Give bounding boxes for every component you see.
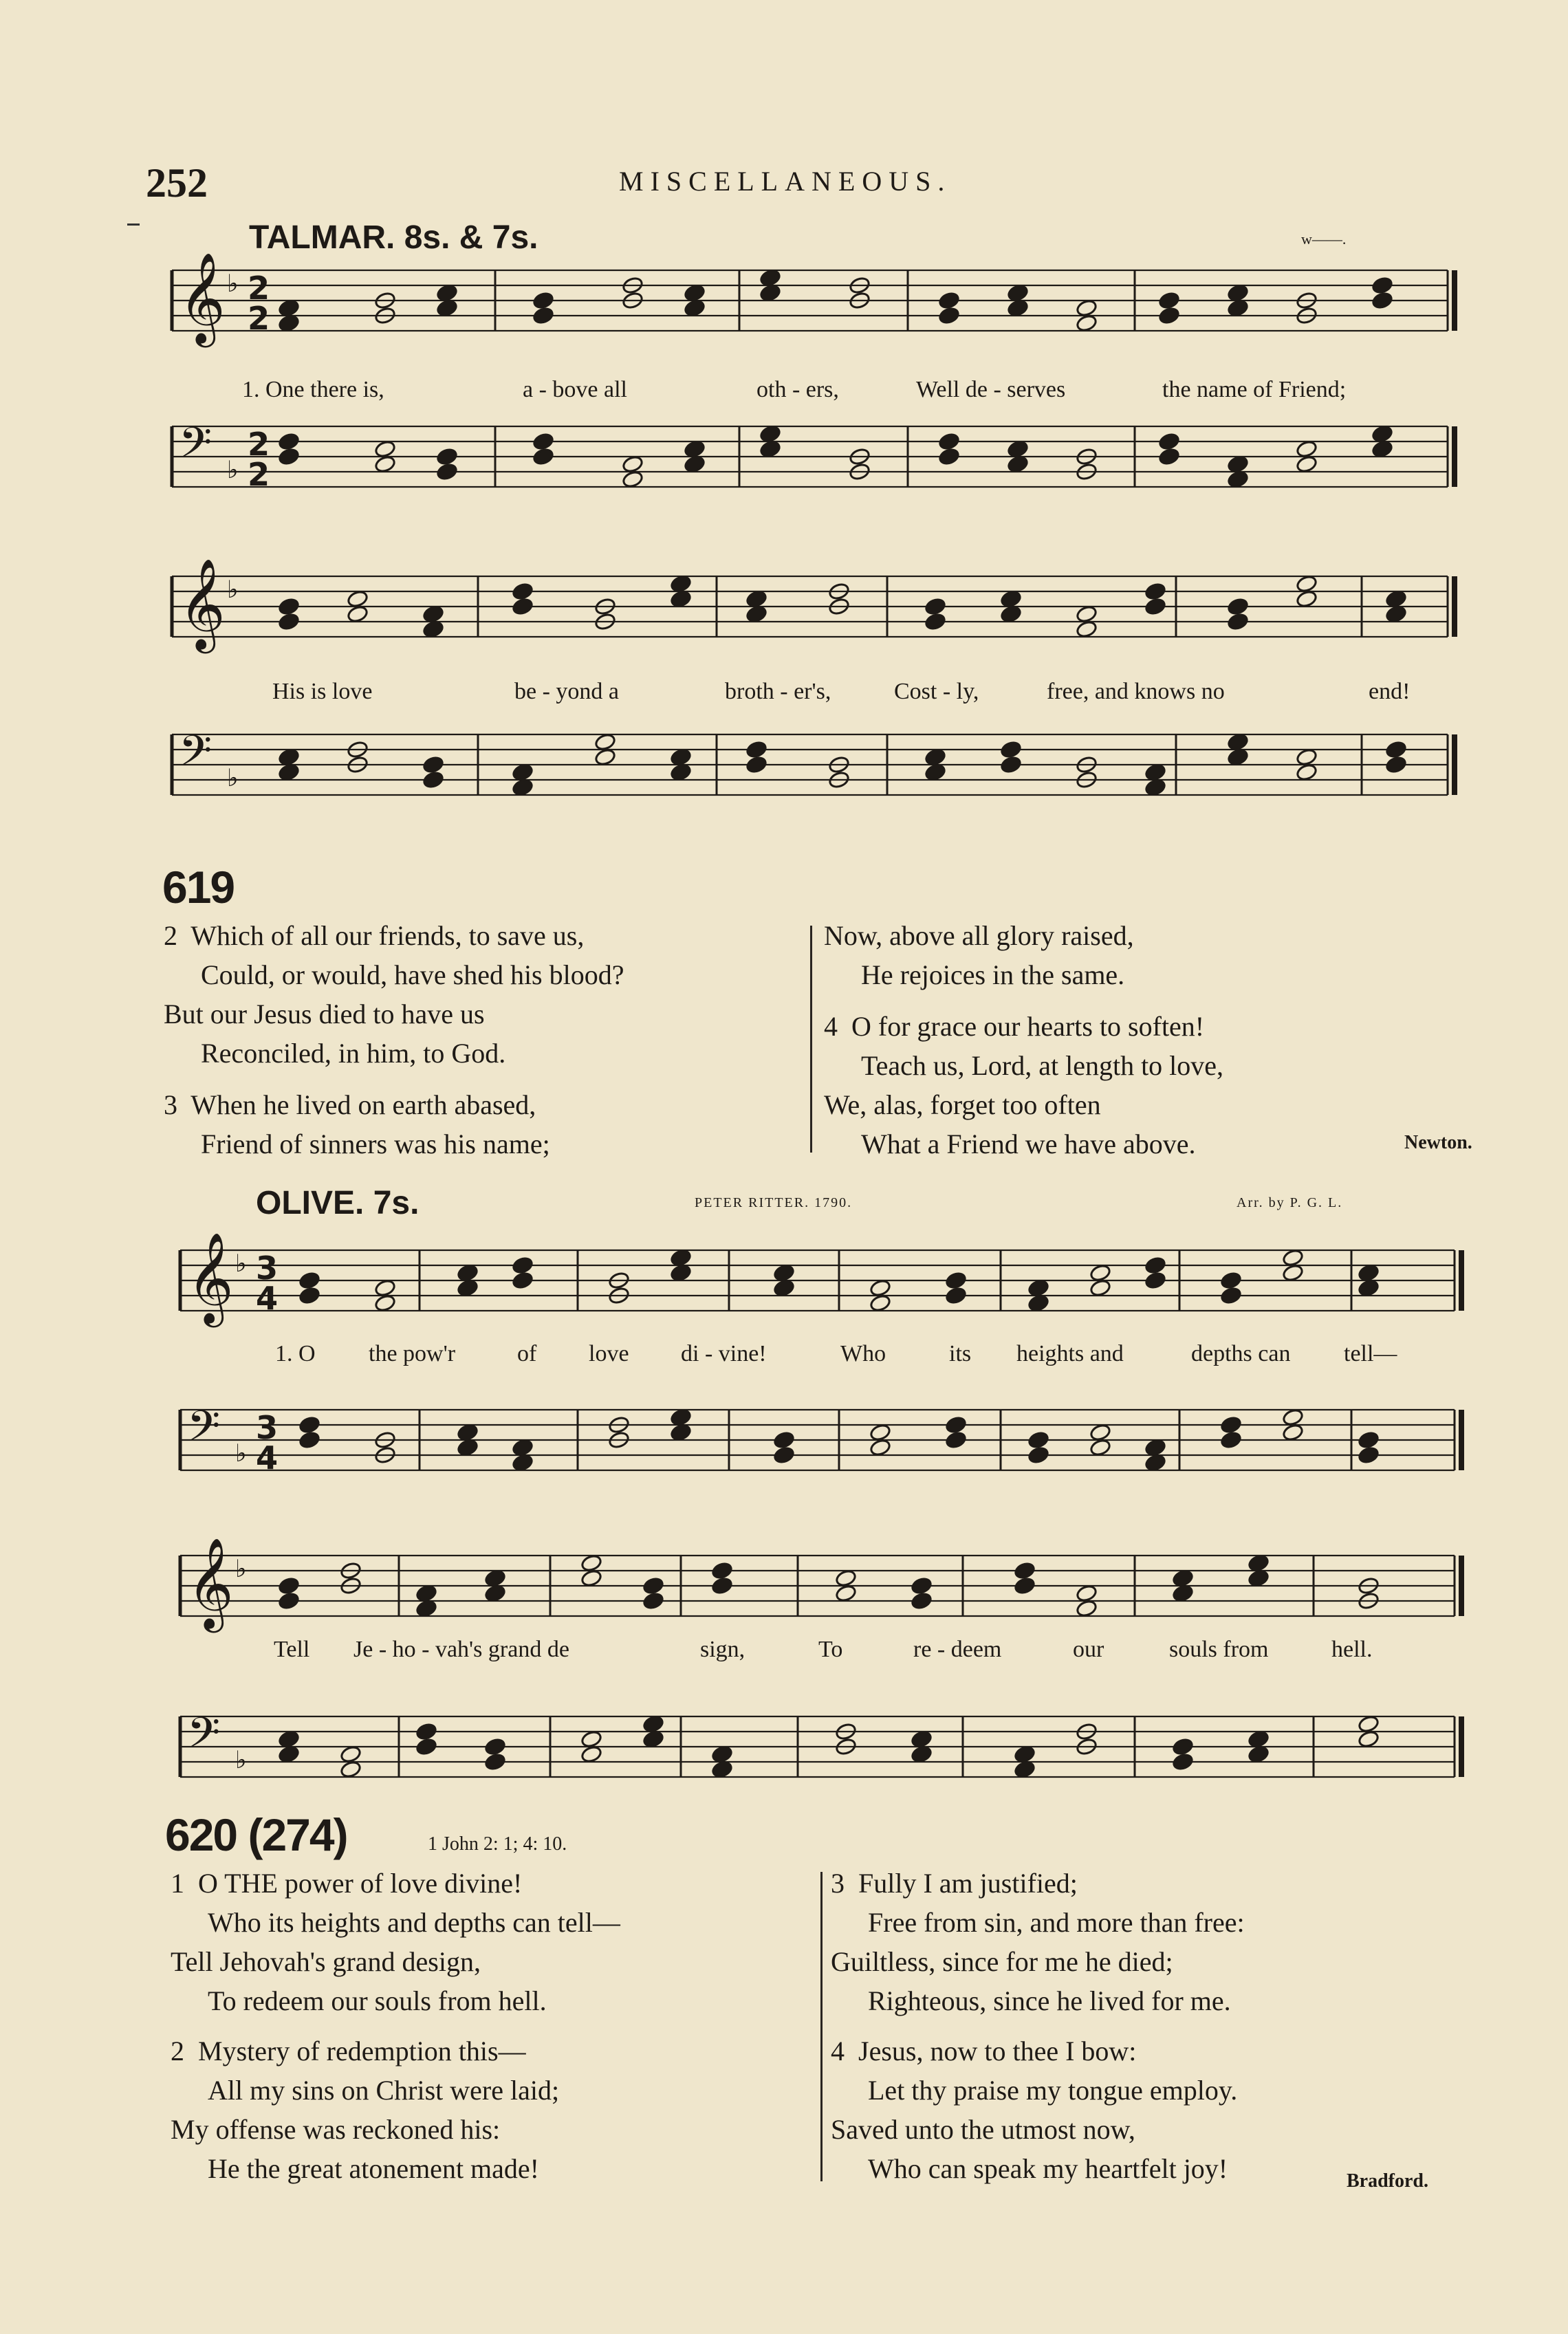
- olive-lyric-2-7: souls from: [1169, 1637, 1269, 1662]
- talmar-lyric-1-4: Well de - serves: [916, 377, 1066, 402]
- note-head: [1014, 1760, 1036, 1778]
- note-head: [298, 1271, 320, 1289]
- running-title: MISCELLANEOUS.: [619, 166, 952, 197]
- olive-lyric-1-10: tell—: [1344, 1341, 1397, 1366]
- note-head: [1227, 612, 1249, 631]
- note-head: [1358, 1430, 1380, 1449]
- talmar-lyric-1-5: the name of Friend;: [1162, 377, 1347, 402]
- note-head: [422, 770, 444, 789]
- note-head: [1371, 439, 1393, 458]
- note-head: [711, 1760, 733, 1778]
- note-head: [278, 298, 300, 317]
- flat-key-signature: ♭: [227, 575, 239, 604]
- bass-clef: 𝄢: [187, 1708, 221, 1769]
- note-head: [1248, 1569, 1270, 1587]
- note-head: [580, 1553, 602, 1572]
- note-head: [670, 1408, 692, 1426]
- note-head: [512, 1453, 534, 1472]
- note-head: [938, 291, 960, 309]
- note-head: [1144, 1438, 1166, 1457]
- note-head: [1358, 1446, 1380, 1464]
- stanza-4-line-2: Let thy praise my tongue employ.: [868, 2075, 1238, 2106]
- hymn-620-reference: 1 John 2: 1; 4: 10.: [428, 1833, 567, 1855]
- note-head: [1172, 1752, 1194, 1771]
- note-head: [945, 1271, 967, 1289]
- note-head: [911, 1745, 933, 1763]
- stanza-2-line-2: All my sins on Christ were laid;: [208, 2075, 560, 2106]
- note-head: [1282, 1263, 1304, 1282]
- hymn-619-number: 619: [162, 862, 235, 913]
- note-head: [1158, 291, 1180, 309]
- note-head: [532, 306, 554, 325]
- talmar-lyric-2-2: be - yond a: [514, 679, 620, 704]
- stanza-3-line-3: Now, above all glory raised,: [824, 920, 1134, 951]
- note-head: [512, 1256, 534, 1274]
- stanza-3-line-1: 3 When he lived on earth abased,: [164, 1089, 536, 1120]
- stanza-4-line-3: We, alas, forget too often: [824, 1089, 1101, 1120]
- note-head: [347, 589, 369, 608]
- note-head: [1282, 1248, 1304, 1267]
- note-head: [278, 763, 300, 781]
- stanza-4-line-4: What a Friend we have above.: [861, 1128, 1196, 1159]
- note-head: [278, 597, 300, 615]
- note-head: [1144, 1453, 1166, 1472]
- note-head: [1296, 574, 1318, 593]
- note-head: [684, 283, 706, 302]
- note-head: [1000, 755, 1022, 774]
- note-head: [422, 604, 444, 623]
- note-head: [945, 1430, 967, 1449]
- note-head: [622, 455, 644, 473]
- note-head: [1358, 1730, 1380, 1748]
- note-head: [745, 740, 767, 759]
- note-head: [278, 1576, 300, 1595]
- olive-lyric-1-8: heights and: [1016, 1341, 1124, 1366]
- bass-clef: 𝄢: [187, 1402, 221, 1462]
- note-head: [1371, 424, 1393, 443]
- stanza-4-line-2: Teach us, Lord, at length to love,: [861, 1050, 1224, 1081]
- note-head: [436, 283, 458, 302]
- stanza-4-line-4: Who can speak my heartfelt joy!: [868, 2153, 1228, 2184]
- note-head: [1248, 1553, 1270, 1572]
- note-head: [684, 298, 706, 317]
- note-head: [938, 447, 960, 466]
- olive-lyric-1-6: Who: [840, 1341, 886, 1366]
- note-head: [484, 1584, 506, 1602]
- olive-lyric-1-7: its: [949, 1341, 972, 1366]
- hymn-620-author: Bradford.: [1347, 2170, 1428, 2192]
- note-head: [1000, 604, 1022, 623]
- note-head: [1027, 1446, 1049, 1464]
- note-head: [278, 1730, 300, 1748]
- note-head: [340, 1745, 362, 1763]
- note-head: [1282, 1423, 1304, 1441]
- note-head: [1227, 455, 1249, 473]
- note-head: [512, 1438, 534, 1457]
- olive-lyric-2-1: Tell: [274, 1637, 310, 1662]
- flat-key-signature: ♭: [227, 455, 239, 484]
- note-head: [1007, 298, 1029, 317]
- note-head: [1089, 1438, 1111, 1457]
- note-head: [711, 1576, 733, 1595]
- stanza-2-line-1: 2 Mystery of redemption this—: [171, 2036, 526, 2066]
- note-head: [1220, 1271, 1242, 1289]
- note-head: [869, 1423, 891, 1441]
- stanza-2-line-3: But our Jesus died to have us: [164, 999, 485, 1029]
- note-head: [622, 470, 644, 488]
- olive-lyric-1-4: love: [589, 1341, 629, 1366]
- note-head: [374, 439, 396, 458]
- note-head: [1144, 1271, 1166, 1289]
- note-head: [1000, 740, 1022, 759]
- olive-lyric-1-5: di - vine!: [681, 1341, 767, 1366]
- note-head: [1371, 276, 1393, 294]
- note-head: [278, 1745, 300, 1763]
- note-head: [924, 612, 946, 631]
- note-head: [415, 1599, 437, 1617]
- note-head: [773, 1430, 795, 1449]
- note-head: [945, 1415, 967, 1434]
- note-head: [457, 1278, 479, 1297]
- note-head: [745, 604, 767, 623]
- stanza-1-line-4: To redeem our souls from hell.: [208, 1985, 547, 2016]
- note-head: [512, 1271, 534, 1289]
- note-head: [1007, 439, 1029, 458]
- note-head: [1076, 620, 1098, 638]
- bass-clef: 𝄢: [179, 726, 213, 787]
- olive-music: [0, 1032, 1568, 1788]
- flat-key-signature: ♭: [235, 1554, 247, 1583]
- treble-clef: 𝄞: [187, 1232, 234, 1324]
- note-head: [911, 1576, 933, 1595]
- note-head: [484, 1752, 506, 1771]
- talmar-lyric-1-2: a - bove all: [523, 377, 627, 402]
- note-head: [1076, 314, 1098, 332]
- note-head: [1144, 582, 1166, 600]
- stanza-3-line-4: He rejoices in the same.: [861, 959, 1125, 990]
- note-head: [684, 439, 706, 458]
- note-head: [745, 589, 767, 608]
- note-head: [1027, 1278, 1049, 1297]
- note-head: [278, 748, 300, 766]
- note-head: [1076, 1599, 1098, 1617]
- note-head: [670, 589, 692, 608]
- note-head: [1296, 589, 1318, 608]
- time-signature: 4: [256, 1439, 279, 1476]
- note-head: [278, 612, 300, 631]
- note-head: [1000, 589, 1022, 608]
- note-head: [1076, 604, 1098, 623]
- time-signature: 2: [248, 425, 270, 463]
- hymn-619-author: Newton.: [1404, 1132, 1472, 1153]
- tune-title-talmar: TALMAR. 8s. & 7s.: [249, 219, 538, 256]
- note-head: [1076, 1584, 1098, 1602]
- olive-lyric-2-5: re - deem: [913, 1637, 1002, 1662]
- olive-lyric-2-4: To: [818, 1637, 843, 1662]
- note-head: [1014, 1561, 1036, 1580]
- note-head: [759, 283, 781, 302]
- note-head: [1144, 763, 1166, 781]
- note-head: [436, 462, 458, 481]
- note-head: [1227, 732, 1249, 751]
- note-head: [1248, 1730, 1270, 1748]
- note-head: [670, 1423, 692, 1441]
- note-head: [1282, 1408, 1304, 1426]
- note-head: [1144, 597, 1166, 615]
- note-head: [670, 1248, 692, 1267]
- time-signature: 2: [248, 299, 270, 337]
- note-head: [415, 1584, 437, 1602]
- note-head: [580, 1730, 602, 1748]
- note-head: [1089, 1423, 1111, 1441]
- note-head: [924, 748, 946, 766]
- note-head: [773, 1263, 795, 1282]
- note-head: [436, 298, 458, 317]
- hymn-620-number: 620 (274): [165, 1809, 347, 1860]
- note-head: [1296, 748, 1318, 766]
- stanza-3-line-1: 3 Fully I am justified;: [831, 1868, 1078, 1899]
- note-head: [1296, 455, 1318, 473]
- note-head: [1220, 1286, 1242, 1305]
- note-head: [670, 748, 692, 766]
- flat-key-signature: ♭: [235, 1745, 247, 1774]
- note-head: [1007, 455, 1029, 473]
- bass-clef: 𝄢: [179, 418, 213, 479]
- note-head: [670, 574, 692, 593]
- note-head: [532, 291, 554, 309]
- talmar-lyric-2-3: broth - er's,: [725, 679, 831, 704]
- note-head: [512, 763, 534, 781]
- note-head: [594, 748, 616, 766]
- note-head: [1227, 283, 1249, 302]
- stanza-2-line-1: 2 Which of all our friends, to save us,: [164, 920, 585, 951]
- note-head: [670, 1263, 692, 1282]
- stanza-3-line-2: Free from sin, and more than free:: [868, 1907, 1245, 1938]
- note-head: [1358, 1278, 1380, 1297]
- stanza-2-line-4: Reconciled, in him, to God.: [201, 1038, 506, 1069]
- olive-lyric-2-6: our: [1073, 1637, 1104, 1662]
- stanza-1-line-1: 1 O THE power of love divine!: [171, 1868, 523, 1899]
- note-head: [512, 582, 534, 600]
- note-head: [298, 1430, 320, 1449]
- note-head: [745, 755, 767, 774]
- note-head: [1158, 447, 1180, 466]
- note-head: [1144, 1256, 1166, 1274]
- note-head: [580, 1745, 602, 1763]
- note-head: [1014, 1745, 1036, 1763]
- olive-lyric-2-8: hell.: [1331, 1637, 1373, 1662]
- note-head: [374, 1278, 396, 1297]
- time-signature: 3: [256, 1249, 279, 1287]
- note-head: [457, 1263, 479, 1282]
- note-head: [670, 763, 692, 781]
- flat-key-signature: ♭: [227, 763, 239, 792]
- note-head: [1220, 1415, 1242, 1434]
- note-head: [278, 432, 300, 450]
- stanza-4-line-3: Saved unto the utmost now,: [831, 2114, 1135, 2145]
- note-head: [759, 268, 781, 287]
- stanza-2-line-2: Could, or would, have shed his blood?: [201, 959, 624, 990]
- note-head: [484, 1737, 506, 1756]
- note-head: [1014, 1576, 1036, 1595]
- olive-arranger: Arr. by P. G. L.: [1237, 1195, 1343, 1210]
- note-head: [924, 763, 946, 781]
- note-head: [298, 1286, 320, 1305]
- note-head: [1385, 755, 1407, 774]
- olive-lyric-1-3: of: [517, 1341, 537, 1366]
- note-head: [1007, 283, 1029, 302]
- note-head: [415, 1737, 437, 1756]
- note-head: [580, 1569, 602, 1587]
- note-head: [1172, 1569, 1194, 1587]
- stanza-4-line-1: 4 O for grace our hearts to soften!: [824, 1011, 1205, 1042]
- note-head: [1172, 1584, 1194, 1602]
- note-head: [340, 1760, 362, 1778]
- note-head: [642, 1714, 664, 1733]
- page-number: 252: [146, 160, 208, 206]
- stanza-1-line-3: Tell Jehovah's grand design,: [171, 1946, 481, 1977]
- note-head: [1248, 1745, 1270, 1763]
- note-head: [1385, 604, 1407, 623]
- tune-mark: w——.: [1301, 230, 1347, 248]
- note-head: [532, 447, 554, 466]
- treble-clef: 𝄞: [187, 1537, 234, 1629]
- talmar-lyric-2-4: Cost - ly,: [894, 679, 979, 704]
- note-head: [1358, 1714, 1380, 1733]
- note-head: [1089, 1263, 1111, 1282]
- note-head: [422, 755, 444, 774]
- note-head: [1385, 740, 1407, 759]
- note-head: [1158, 432, 1180, 450]
- talmar-lyric-2-6: end!: [1369, 679, 1411, 704]
- treble-clef: 𝄞: [179, 558, 226, 650]
- note-head: [911, 1730, 933, 1748]
- note-head: [759, 424, 781, 443]
- note-head: [835, 1584, 857, 1602]
- talmar-lyric-2-5: free, and knows no: [1047, 679, 1225, 704]
- flat-key-signature: ♭: [227, 269, 239, 298]
- note-head: [512, 778, 534, 796]
- note-head: [1227, 298, 1249, 317]
- note-head: [1227, 470, 1249, 488]
- olive-lyric-1-2: the pow'r: [369, 1341, 456, 1366]
- note-head: [869, 1278, 891, 1297]
- stanza-3-line-3: Guiltless, since for me he died;: [831, 1946, 1173, 1977]
- note-head: [298, 1415, 320, 1434]
- time-signature: 2: [248, 455, 270, 493]
- note-head: [1144, 778, 1166, 796]
- note-head: [945, 1286, 967, 1305]
- time-signature: 3: [256, 1408, 279, 1446]
- note-head: [642, 1730, 664, 1748]
- stanza-3-line-4: Righteous, since he lived for me.: [868, 1985, 1231, 2016]
- note-head: [457, 1423, 479, 1441]
- note-head: [374, 455, 396, 473]
- note-head: [1027, 1430, 1049, 1449]
- stanza-2-line-4: He the great atonement made!: [208, 2153, 539, 2184]
- stanza-4-line-1: 4 Jesus, now to thee I bow:: [831, 2036, 1137, 2066]
- note-head: [347, 604, 369, 623]
- note-head: [422, 620, 444, 638]
- note-head: [773, 1278, 795, 1297]
- note-head: [278, 1591, 300, 1610]
- talmar-lyric-1-1: 1. One there is,: [242, 377, 384, 402]
- stanza-1-line-2: Who its heights and depths can tell—: [208, 1907, 620, 1938]
- note-head: [711, 1561, 733, 1580]
- note-head: [1172, 1737, 1194, 1756]
- olive-lyric-1-9: depths can: [1191, 1341, 1291, 1366]
- note-head: [1027, 1294, 1049, 1312]
- note-head: [374, 1294, 396, 1312]
- stanza-2-line-3: My offense was reckoned his:: [171, 2114, 501, 2145]
- note-head: [773, 1446, 795, 1464]
- note-head: [1227, 748, 1249, 766]
- note-head: [938, 432, 960, 450]
- time-signature: 4: [256, 1279, 279, 1317]
- note-head: [1296, 439, 1318, 458]
- hymn-620-left-column: [171, 1864, 620, 2188]
- note-head: [835, 1569, 857, 1587]
- note-head: [911, 1591, 933, 1610]
- note-head: [1076, 298, 1098, 317]
- note-head: [642, 1576, 664, 1595]
- tune-title-olive: OLIVE. 7s.: [256, 1185, 420, 1221]
- note-head: [759, 439, 781, 458]
- note-head: [869, 1438, 891, 1457]
- note-head: [1296, 763, 1318, 781]
- note-head: [278, 447, 300, 466]
- note-head: [1089, 1278, 1111, 1297]
- note-head: [484, 1569, 506, 1587]
- time-signature: 2: [248, 269, 270, 307]
- flat-key-signature: ♭: [235, 1249, 247, 1278]
- note-head: [532, 432, 554, 450]
- note-head: [594, 732, 616, 751]
- note-head: [1227, 597, 1249, 615]
- talmar-music: [0, 0, 1568, 894]
- note-head: [512, 597, 534, 615]
- treble-clef: 𝄞: [179, 252, 226, 344]
- flat-key-signature: ♭: [235, 1439, 247, 1468]
- note-head: [938, 306, 960, 325]
- olive-composer: PETER RITTER. 1790.: [695, 1195, 853, 1210]
- olive-lyric-2-2: Je - ho - vah's grand de: [353, 1637, 569, 1662]
- note-head: [684, 455, 706, 473]
- column-divider-620: [820, 1872, 823, 2181]
- note-head: [415, 1722, 437, 1741]
- note-head: [436, 447, 458, 466]
- note-head: [1220, 1430, 1242, 1449]
- talmar-lyric-1-3: oth - ers,: [756, 377, 839, 402]
- note-head: [457, 1438, 479, 1457]
- note-head: [711, 1745, 733, 1763]
- olive-lyric-1-1: 1. O: [275, 1341, 316, 1366]
- stanza-3-line-2: Friend of sinners was his name;: [201, 1128, 550, 1159]
- talmar-lyric-2-1: His is love: [272, 679, 373, 704]
- note-head: [924, 597, 946, 615]
- hymn-620-right-column: [831, 1864, 1245, 2188]
- note-head: [1358, 1263, 1380, 1282]
- note-head: [1158, 306, 1180, 325]
- note-head: [1371, 291, 1393, 309]
- olive-lyric-2-3: sign,: [700, 1637, 745, 1662]
- note-head: [869, 1294, 891, 1312]
- note-head: [642, 1591, 664, 1610]
- note-head: [278, 314, 300, 332]
- note-head: [1385, 589, 1407, 608]
